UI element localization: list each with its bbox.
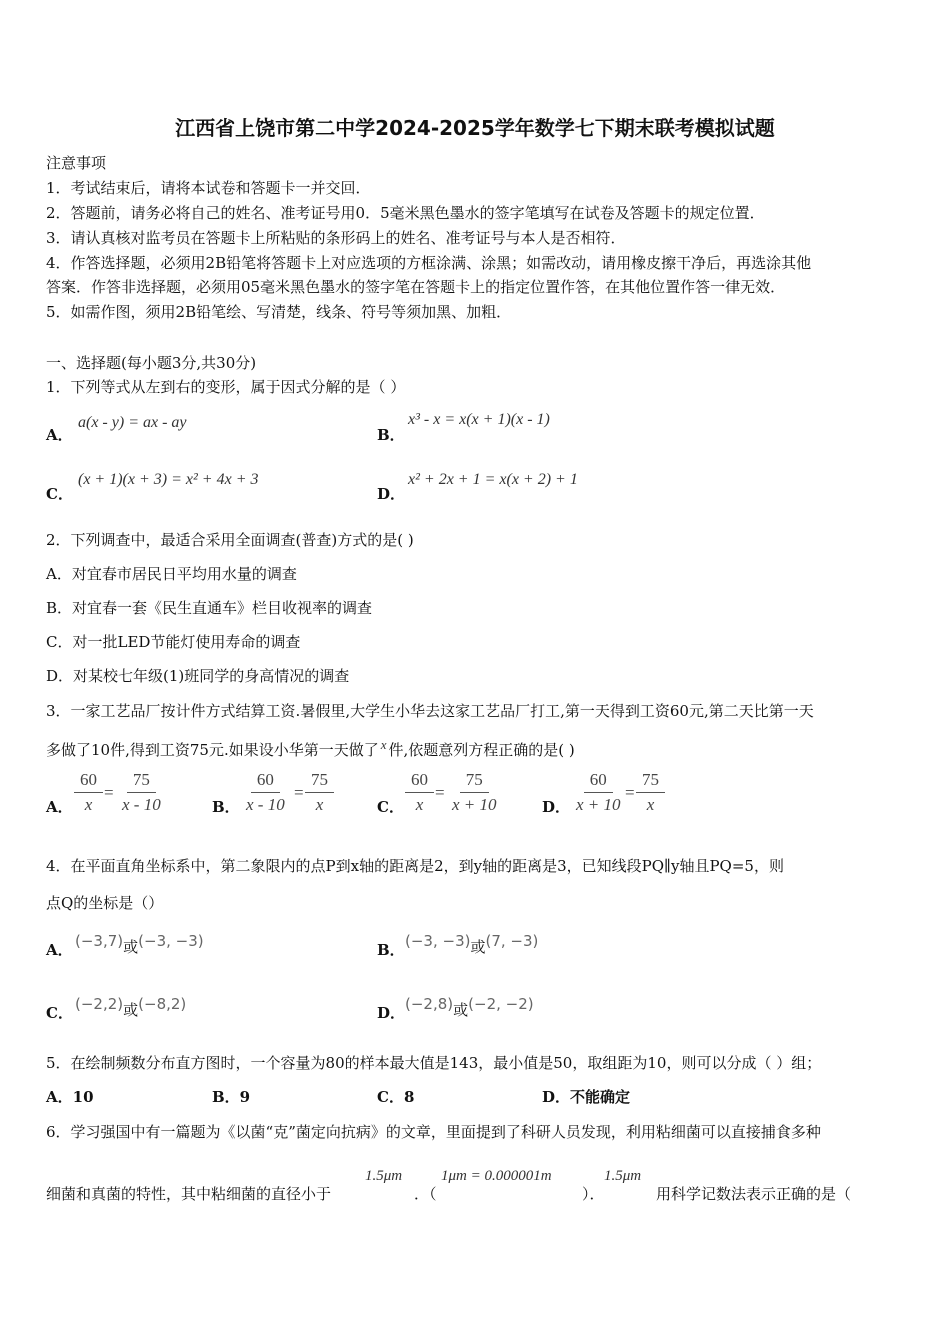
q3-option-a-label: A．	[46, 798, 73, 816]
q6-stem-line1: 6．学习强国中有一篇题为《以菌“克”菌定向抗病》的文章，里面提到了科研人员发现，利用粘细菌可以直接捕食多种	[46, 1123, 821, 1141]
q3-stem-line2-b: 件,依题意列方程正确的是( )	[388, 741, 575, 759]
q6-stem-line2: 细菌和真菌的特性，其中粘细菌的直径小于	[46, 1185, 332, 1203]
q3-option-b-right-fraction: $\frac{75}{x}$	[305, 770, 334, 815]
q4-option-c-label: C．	[46, 1004, 73, 1022]
q2-option-b: B．对宜春一套《民生直通车》栏目收视率的调查	[46, 599, 373, 617]
q1-option-c-label: C．	[46, 485, 73, 503]
q3-option-c-label: C．	[377, 798, 404, 816]
q3-option-a-right-fraction: $\frac{75}{x - 10}$	[122, 770, 161, 814]
q4-option-a: (−3,7)或(−3, −3)	[75, 932, 204, 956]
q3-option-b-label: B．	[212, 798, 240, 816]
q3-option-d-right-fraction: $\frac{75}{x}$	[636, 770, 665, 815]
q6-math-diameter: 1.5μm	[365, 1168, 403, 1184]
q2-option-d: D．对某校七年级(1)班同学的身高情况的调查	[46, 667, 350, 685]
q4-stem-line1: 4．在平面直角坐标系中，第二象限内的点P到x轴的距离是2，到y轴的距离是3，已知线段PQ∥y轴且PQ=5，则	[46, 857, 784, 875]
q4-option-a-label: A．	[46, 941, 73, 959]
notice-heading: 注意事项	[46, 154, 107, 172]
q4-option-d: (−2,8)或(−2, −2)	[405, 995, 534, 1019]
notice-item: 4．作答选择题，必须用2B铅笔将答题卡上对应选项的方框涂满、涂黑；如需改动，请用橡皮擦干净后，再选涂其他	[46, 254, 812, 272]
q4-option-c: (−2,2)或(−8,2)	[75, 995, 187, 1019]
q1-option-b-formula: x³ - x = x(x + 1)(x - 1)	[408, 411, 550, 428]
q2-option-c: C．对一批LED节能灯使用寿命的调查	[46, 633, 301, 651]
q5-option-d: D．不能确定	[542, 1088, 631, 1106]
section-heading: 一、选择题(每小题3分,共30分)	[46, 354, 257, 372]
q3-option-b-equals: =	[294, 783, 304, 802]
q6-punct-open: ．（	[414, 1185, 437, 1203]
q2-option-a: A．对宜春市居民日平均用水量的调查	[46, 565, 297, 583]
q3-option-a-left-fraction: $\frac{60}{x}$	[74, 770, 103, 815]
q1-stem: 1．下列等式从左到右的变形，属于因式分解的是（ ）	[46, 378, 406, 396]
notice-item: 答案．作答非选择题，必须用05毫米黑色墨水的签字笔在答题卡上的指定位置作答，在其他位置作答一律无效．	[46, 278, 786, 296]
q6-math-diameter-2: 1.5μm	[604, 1168, 642, 1184]
q2-stem: 2．下列调查中，最适合采用全面调查(普查)方式的是( )	[46, 531, 414, 549]
q5-option-b: B．9	[212, 1088, 251, 1106]
q1-option-d-formula: x² + 2x + 1 = x(x + 2) + 1	[408, 471, 578, 488]
q3-option-a-equals: =	[104, 783, 114, 802]
q3-option-b-left-fraction: $\frac{60}{x - 10}$	[246, 770, 285, 814]
q1-option-d-label: D．	[377, 485, 406, 503]
q4-stem-line2: 点Q的坐标是（）	[46, 894, 164, 912]
q3-stem-line2	[46, 737, 575, 760]
q5-option-a: A．10	[46, 1088, 94, 1106]
q1-option-b-label: B．	[377, 426, 405, 444]
notice-item: 3．请认真核对监考员在答题卡上所粘贴的条形码上的姓名、准考证号与本人是否相符．	[46, 229, 626, 247]
q6-stem-line2-end: 用科学记数法表示正确的是（	[656, 1185, 852, 1203]
page-title: 江西省上饶市第二中学2024-2025学年数学七下期末联考模拟试题	[175, 116, 775, 140]
q3-option-d-left-fraction: $\frac{60}{x + 10}$	[576, 770, 621, 814]
q3-option-c-equals: =	[435, 783, 445, 802]
q6-punct-close: ）．	[582, 1185, 605, 1203]
notice-item: 1．考试结束后，请将本试卷和答题卡一并交回．	[46, 179, 371, 197]
q3-variable: x	[380, 737, 387, 752]
q4-option-b-label: B．	[377, 941, 405, 959]
q4-option-d-label: D．	[377, 1004, 406, 1022]
q3-stem-line2-a: 多做了10件,得到工资75元.如果设小华第一天做了	[46, 741, 379, 759]
q3-option-d-label: D．	[542, 798, 571, 816]
q5-stem: 5．在绘制频数分布直方图时，一个容量为80的样本最大值是143，最小值是50，取组距为10，则可以分成（ ）组；	[46, 1054, 822, 1072]
q6-math-conversion: 1μm = 0.000001m	[441, 1168, 552, 1184]
q3-option-d-equals: =	[625, 783, 635, 802]
q1-option-a-formula: a(x - y) = ax - ay	[78, 414, 187, 431]
q3-stem-line1: 3．一家工艺品厂按计件方式结算工资.暑假里,大学生小华去这家工艺品厂打工,第一天得到工资60元,第二天比第一天	[46, 702, 814, 720]
q3-option-c-right-fraction: $\frac{75}{x + 10}$	[452, 770, 497, 814]
q1-option-a-label: A．	[46, 426, 73, 444]
notice-item: 2．答题前，请务必将自己的姓名、准考证号用0．5毫米黑色墨水的签字笔填写在试卷及答题卡的规定位置．	[46, 204, 765, 222]
notice-item: 5．如需作图，须用2B铅笔绘、写清楚，线条、符号等须加黑、加粗．	[46, 303, 512, 321]
q3-option-c-left-fraction: $\frac{60}{x}$	[405, 770, 434, 815]
q1-option-c-formula: (x + 1)(x + 3) = x² + 4x + 3	[78, 471, 259, 488]
q5-option-c: C．8	[377, 1088, 415, 1106]
q4-option-b: (−3, −3)或(7, −3)	[405, 932, 539, 956]
